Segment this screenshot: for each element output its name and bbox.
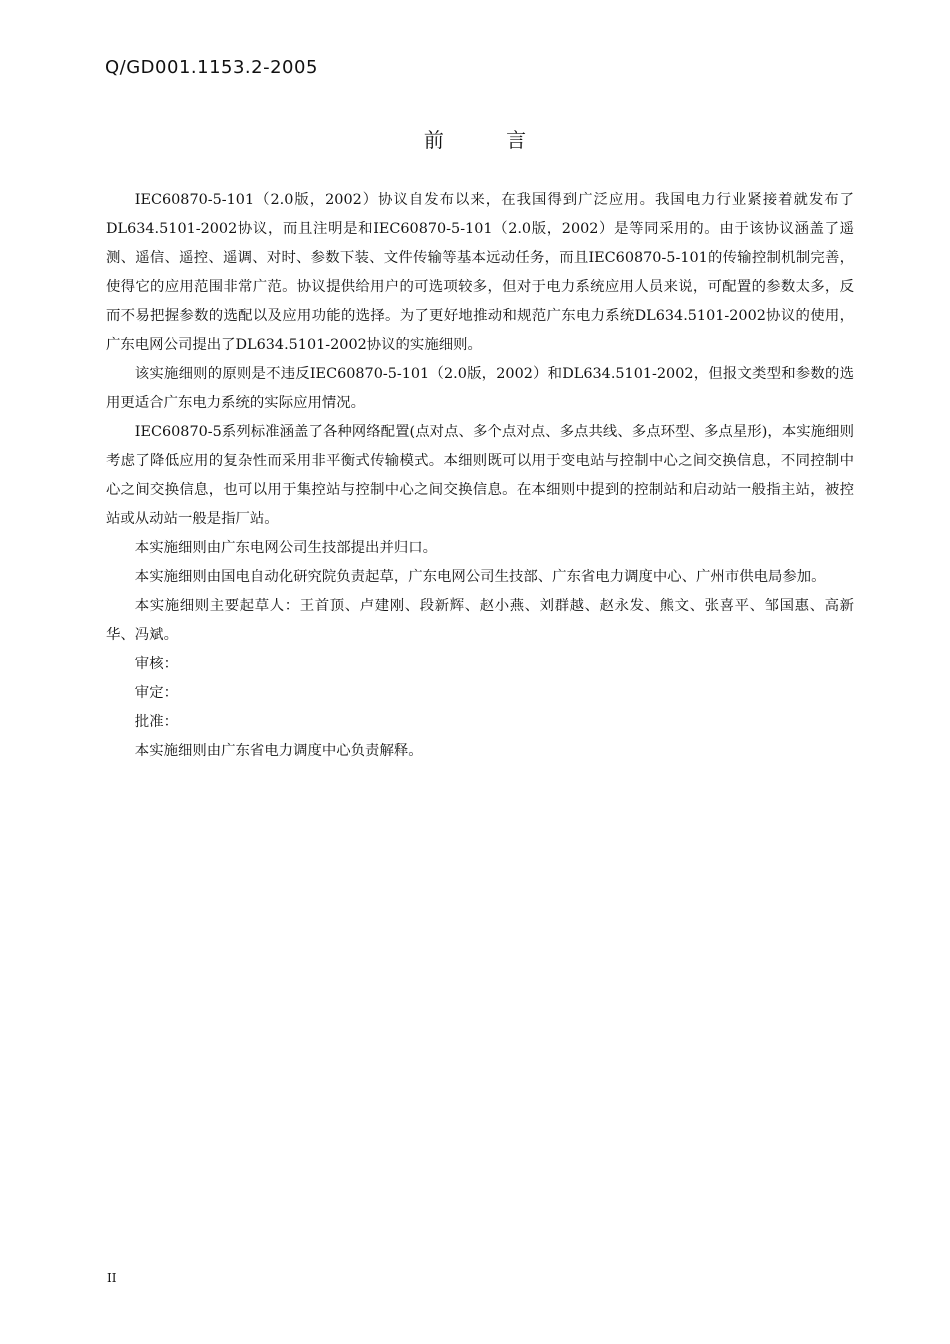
paragraph-network-config: IEC60870-5系列标准涵盖了各种网络配置(点对点、多个点对点、多点共线、多点环型、多点星形)，本实施细则考虑了降低应用的复杂性而采用非平衡式传输模式。本细则既可以用于变电站与控制中心之间交换信息，不同控制中心之间交换信息，也可以用于集控站与控制中心之间交换信息。在本细则中提到的控制站和启动站一般指主站，被控站或从动站一般是指厂站。 <box>106 424 854 527</box>
paragraph-intro: IEC60870-5-101（2.0版，2002）协议自发布以来，在我国得到广泛应用。我国电力行业紧接着就发布了DL634.5101-2002协议，而且注明是和IEC60870-5-101（2.0版，2002）是等同采用的。由于该协议涵盖了遥测、遥信、遥控、遥调、对时、参数下装、文件传输等基本远动任务，而且IEC60870-5-101的传输控制机制完善，使得它的应用范围非常广范。协议提供给用户的可选项较多，但对于电力系统应用人员来说，可配置的参数太多，反而不易把握参数的选配以及应用功能的选择。为了更好地推动和规范广东电力系统DL634.5101-2002协议的使用，广东电网公司提出了DL634.5101-2002协议的实施细则。 <box>106 192 854 353</box>
paragraph-approval-check: 审定： <box>134 685 178 701</box>
page-number: II <box>107 1271 117 1285</box>
paragraph-review: 审核： <box>134 656 178 672</box>
paragraph-proposer: 本实施细则由广东电网公司生技部提出并归口。 <box>134 540 438 556</box>
foreword-body <box>106 186 854 766</box>
document-code: Q/GD001.1153.2-2005 <box>105 57 318 78</box>
paragraph-interpretation: 本实施细则由广东省电力调度中心负责解释。 <box>134 743 423 759</box>
paragraph-drafting-units: 本实施细则由国电自动化研究院负责起草，广东电网公司生技部、广东省电力调度中心、广州市供电局参加。 <box>134 569 826 585</box>
paragraph-approve: 批准： <box>134 714 178 730</box>
page-title: 前 言 <box>423 128 555 152</box>
paragraph-principle: 该实施细则的原则是不违反IEC60870-5-101（2.0版，2002）和DL634.5101-2002，但报文类型和参数的选用更适合广东电力系统的实际应用情况。 <box>106 366 854 411</box>
paragraph-drafters: 本实施细则主要起草人：王首顶、卢建刚、段新辉、赵小燕、刘群越、赵永发、熊文、张喜平、邹国惠、高新华、冯斌。 <box>106 598 854 643</box>
